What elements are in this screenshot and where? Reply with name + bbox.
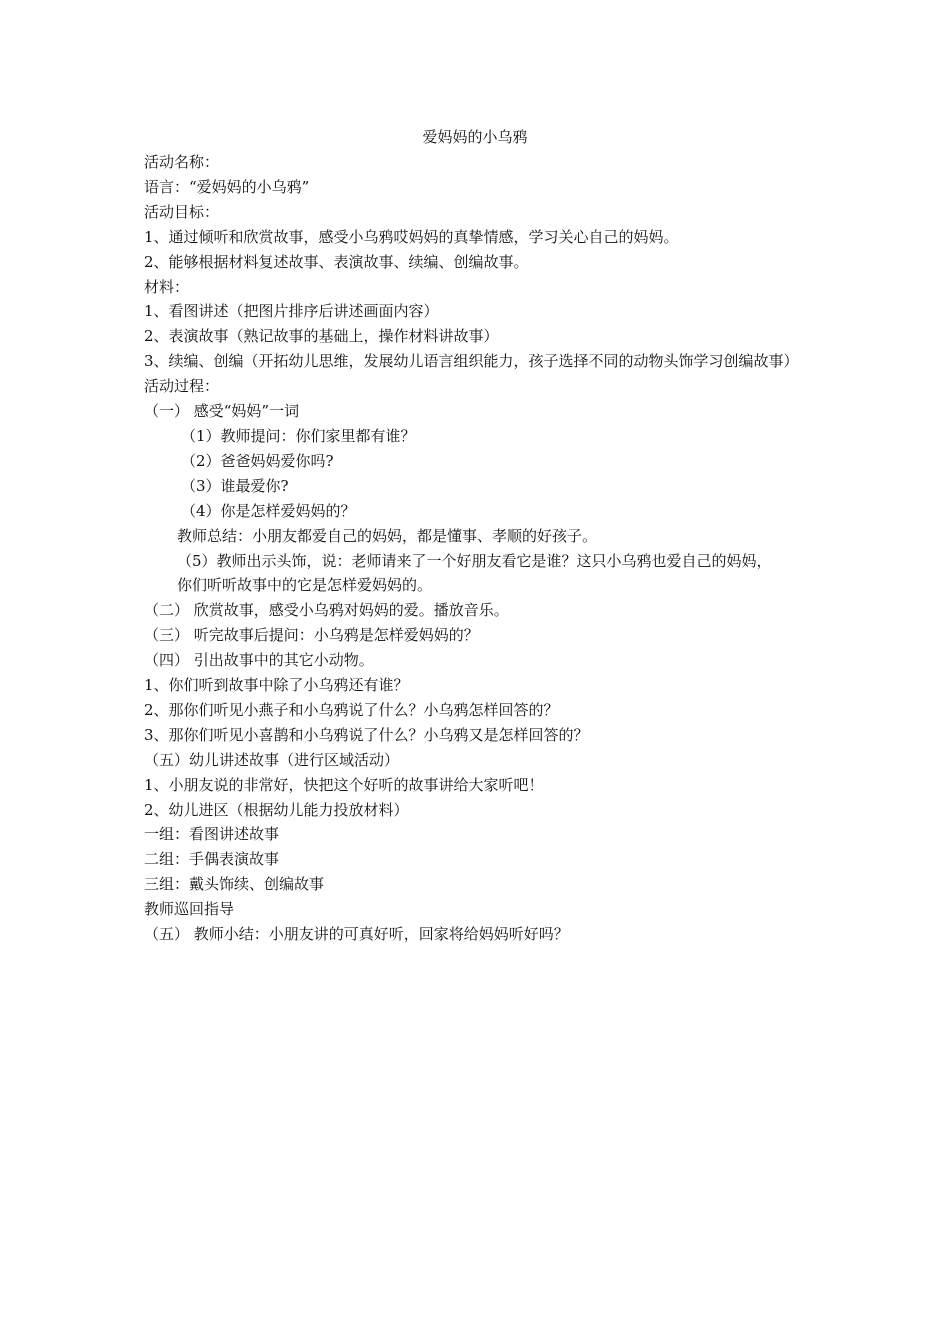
group-item: 一组：看图讲述故事 [144, 825, 280, 844]
question-item: （1）教师提问：你们家里都有谁？ [181, 426, 416, 445]
teacher-guidance: 教师巡回指导 [144, 900, 235, 919]
list-item: 3、那你们听见小喜鹊和小乌鸦说了什么？小乌鸦又是怎样回答的？ [144, 725, 589, 744]
question-item-continued: 你们听听故事中的它是怎样爱妈妈的。 [177, 576, 433, 595]
list-item: 1、你们听到故事中除了小乌鸦还有谁？ [144, 676, 409, 695]
list-item: 2、那你们听见小燕子和小乌鸦说了什么？小乌鸦怎样回答的？ [144, 700, 559, 719]
process-step-1: （一） 感受“妈妈”一词 [144, 402, 300, 421]
material-item-3: 3、续编、创编（开拓幼儿思维，发展幼儿语言组织能力，孩子选择不同的动物头饰学习创编故事） [144, 352, 799, 371]
material-item-1: 1、看图讲述（把图片排序后讲述画面内容） [144, 302, 439, 321]
activity-goals-heading: 活动目标： [144, 202, 220, 221]
material-item-2: 2、表演故事（熟记故事的基础上，操作材料讲故事） [144, 327, 499, 346]
activity-process-heading: 活动过程： [144, 377, 220, 396]
activity-name-text: 语言：“爱妈妈的小乌鸦” [144, 177, 310, 196]
document-title: 爱妈妈的小乌鸦 [422, 128, 528, 146]
process-step-2: （二） 欣赏故事，感受小乌鸦对妈妈的爱。播放音乐。 [144, 601, 509, 620]
question-item: （4）你是怎样爱妈妈的？ [181, 501, 356, 520]
list-item: 1、小朋友说的非常好，快把这个好听的故事讲给大家听吧！ [144, 775, 544, 794]
teacher-summary: 教师总结：小朋友都爱自己的妈妈，都是懂事、孝顺的好孩子。 [177, 526, 598, 545]
materials-heading: 材料： [144, 277, 190, 296]
question-item: （2）爸爸妈妈爱你吗? [181, 451, 334, 470]
group-item: 三组：戴头饰续、创编故事 [144, 875, 325, 894]
document-body [144, 150, 814, 947]
goal-item-1: 1、通过倾听和欣赏故事，感受小乌鸦哎妈妈的真挚情感，学习关心自己的妈妈。 [144, 227, 679, 246]
process-step-3: （三） 听完故事后提问：小乌鸦是怎样爱妈妈的？ [144, 626, 479, 645]
question-item: （5）教师出示头饰，说：老师请来了一个好朋友看它是谁？这只小乌鸦也爱自己的妈妈， [177, 551, 772, 570]
process-step-5: （五）幼儿讲述故事（进行区域活动） [144, 750, 400, 769]
question-item: （3）谁最爱你? [181, 476, 289, 495]
process-step-final: （五） 教师小结：小朋友讲的可真好听，回家将给妈妈听好吗？ [144, 925, 569, 944]
process-step-4: （四） 引出故事中的其它小动物。 [144, 651, 374, 670]
list-item: 2、幼儿进区（根据幼儿能力投放材料） [144, 800, 409, 819]
group-item: 二组：手偶表演故事 [144, 850, 280, 869]
goal-item-2: 2、能够根据材料复述故事、表演故事、续编、创编故事。 [144, 252, 529, 271]
activity-name-heading: 活动名称： [144, 153, 220, 171]
